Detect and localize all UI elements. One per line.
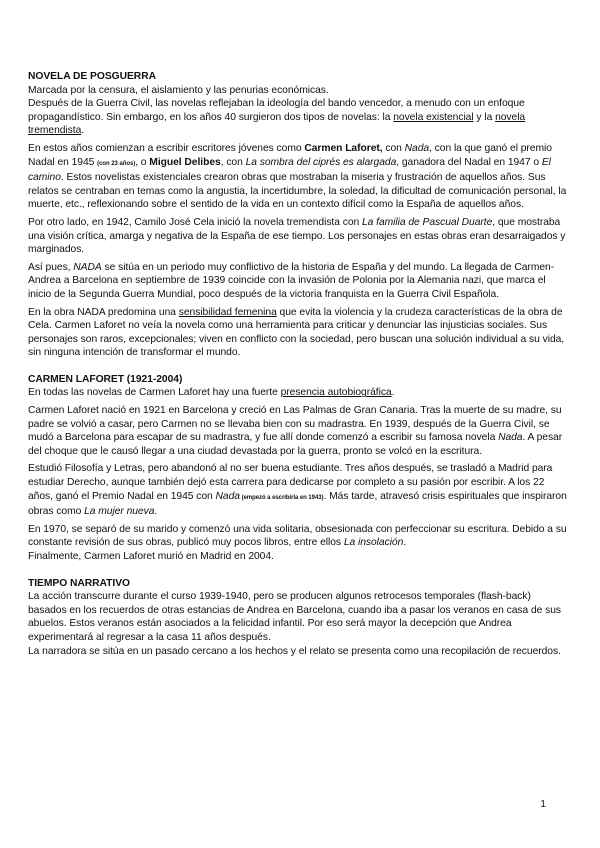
paragraph [28,404,568,458]
small-note: (con 23 años) [97,160,136,167]
paragraph: La acción transcurre durante el curso 1939-1940, pero se producen algunos retrocesos temporales (flash-back) basados en los recuerdos de otras estancias de Andrea en Barcelona, cuando iba a pasar los veranos en casa de sus abuelos. Estos veranos están asociados a la felicidad infantil. Por eso será mayor la decepción que Andrea experimentará al regresar a la casa 11 años después. [28,591,561,643]
underlined-term: novela tremendista [28,111,526,137]
italic-title: Nada [498,432,523,444]
text-run: . [391,387,395,399]
italic-title: La sombra del ciprés es alargada [245,156,397,168]
section-title: TIEMPO NARRATIVO [28,577,130,589]
text-run: , ganadora del Nadal en 1947 o [396,156,542,168]
section-carmen-laforet [28,373,568,564]
underlined-term: sensibilidad femenina [178,306,277,318]
paragraph [28,216,568,257]
text-run: En la obra NADA predomina una [28,306,179,318]
underlined-term: novela existencial [393,111,474,123]
text-run: . A pesar del choque que le causó llegar a una ciudad devastada por la guerra, pronto se volcó en la escritura. [28,432,563,457]
text-run: Por otro lado, en 1942, Camilo José Cela inició la novela tremendista con [28,216,362,228]
text-run: Carmen Laforet nació en 1921 en Barcelona y creció en Las Palmas de Gran Canaria. Tras la muerte de su madre, su padre se volvió a casar, pero Carmen no se llevaba bien con su madrastra. En 1939, después de la Guerra Civil, se mudó a Barcelona para escapar de su madrastra, y fue allí donde comenzó a escribir su famosa novela [28,405,562,444]
text-run: , o [135,156,150,168]
paragraph [28,306,568,360]
paragraph [28,142,568,212]
text-run: y la [473,111,496,123]
italic-title: La familia de Pascual Duarte [362,216,493,228]
document-body [28,70,568,671]
text-run: . Más tarde, atravesó crisis espirituales que inspiraron obras como [28,490,567,518]
paragraph [28,261,568,302]
small-note: (empezó a escribirla en 1943) [239,494,324,501]
paragraph [28,97,568,138]
italic-title: NADA [73,261,102,273]
underlined-term: presencia autobiográfica [280,387,392,399]
text-run: Así pues, [28,261,74,273]
italic-title: Nada [404,142,430,154]
text-run: En todas las novelas de Carmen Laforet hay una fuerte [28,387,281,399]
text-run: , con [220,156,246,168]
text-run: Después de la Guerra Civil, las novelas reflejaban la ideología del bando vencedor, a menudo con un enfoque propagandístico. Sin embargo, en los años 40 surgieron dos tipos de novelas: la [28,98,525,123]
text-run: , que mostraba una visión crítica, amarga y negativa de la España de ese tiempo. Los personajes en estas obras eran desarraigados y marginados. [28,216,566,256]
text-run: . Estos novelistas existenciales crearon obras que mostraban la miseria y frustración de aquellos años. Sus relatos se centraban en temas como la angustia, la incertidumbre, la soledad, la dificultad de comunicación personal, la muerte, etc., reflexionando sobre el sentido de la vida en un contexto difícil como la España de aquellos años. [28,172,567,211]
text-run: Estudió Filosofía y Letras, pero abandonó al no ser buena estudiante. Tres años después, se trasladó a Madrid para estudiar Derecho, aunque también dejó esta carrera para dedicarse por completo a su pasión por escribir. A los 22 años, ganó el Premio Nadal en 1945 con [28,463,553,502]
italic-title: Nada [215,490,240,502]
text-run: . [154,506,158,518]
italic-title: La insolación [343,537,404,549]
italic-title: El camino [28,156,551,184]
paragraph: Marcada por la censura, el aislamiento y las penurias económicas. [28,84,329,96]
text-run: se sitúa en un periodo muy conflictivo de la historia de España y del mundo. La llegada de Carmen-Andrea a Barcelona en septiembre de 1939 coincide con la invasión de Polonia por la Alemania nazi, que marca el inicio de la Segunda Guerra Mundial, poco después de la victoria franquista en la Guerra Civil Española. [28,261,555,300]
italic-title: La mujer nueva [84,506,155,518]
bold-term: Miguel Delibes [149,156,221,168]
text-run: con [382,142,405,154]
section-novela-posguerra [28,70,568,360]
section-title: NOVELA DE POSGUERRA [28,71,156,82]
paragraph [28,386,568,400]
bold-term: Carmen Laforet, [304,142,383,154]
text-run: En estos años comienzan a escribir escritores jóvenes como [28,142,305,154]
text-run: , con la que ganó el premio Nadal en 1945 [28,142,552,168]
paragraph: Finalmente, Carmen Laforet murió en Madrid en 2004. [28,551,274,562]
text-run: . [403,537,407,549]
paragraph [28,523,568,550]
section-title: CARMEN LAFORET (1921-2004) [28,373,183,385]
paragraph: La narradora se sitúa en un pasado cercano a los hechos y el relato se presenta como una recopilación de recuerdos. [28,645,561,657]
page-number: 1 [540,799,546,810]
text-run: . [81,125,85,137]
paragraph [28,462,568,518]
text-run: En 1970, se separó de su marido y comenzó una vida solitaria, obsesionada con perfeccionar su escritura. Debido a su constante revisión de sus obras, publicó muy pocos libros, entre ellos [28,523,567,549]
section-tiempo-narrativo [28,577,568,659]
text-run: que evita la violencia y la crudeza características de la obra de Cela. Carmen Laforet no veía la novela como una herramienta para criticar y denunciar las injusticias sociales. Sus personajes son raros, excepcionales; viven en conflicto con la sociedad, pero buscan una solución individual a su vida, sin ninguna intención de transformar el mundo. [28,306,565,359]
